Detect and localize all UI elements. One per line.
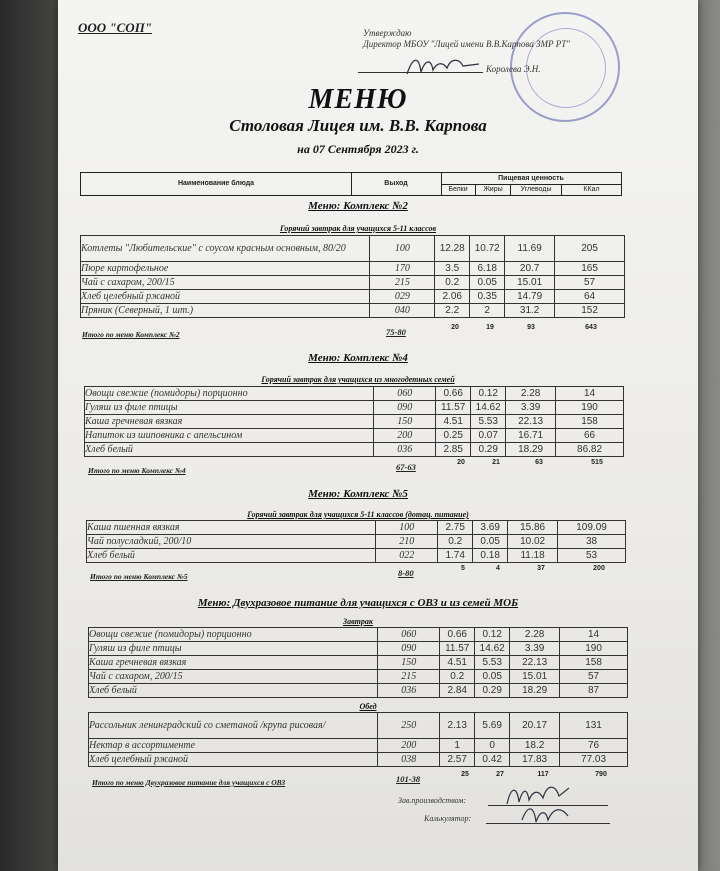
- dish-carbs: 18.2: [510, 739, 560, 753]
- dish-name: Напиток из шиповника с апельсином: [85, 429, 374, 443]
- total-output-complex-5: 8-80: [398, 568, 414, 578]
- total-protein: 25: [461, 771, 469, 778]
- dish-output: 060: [378, 628, 440, 642]
- dish-fat: 5.53: [471, 415, 506, 429]
- table-row: [81, 262, 625, 276]
- dish-kcal: 190: [556, 401, 624, 415]
- dish-protein: 2.85: [436, 443, 471, 457]
- dish-fat: 0.18: [473, 549, 508, 563]
- dish-name: Пряник (Северный, 1 шт.): [81, 304, 370, 318]
- approval-position: Директор МБОУ "Лицей имени В.В.Карпова ЗМР РТ": [363, 39, 570, 49]
- dish-kcal: 14: [556, 387, 624, 401]
- dish-output: 036: [378, 684, 440, 698]
- dish-carbs: 14.79: [505, 290, 555, 304]
- dish-output: 150: [374, 415, 436, 429]
- dish-carbs: 20.7: [505, 262, 555, 276]
- table-complex-2: [80, 235, 625, 318]
- dish-kcal: 87: [560, 684, 628, 698]
- dish-kcal: 57: [555, 276, 625, 290]
- dish-protein: 2.84: [440, 684, 475, 698]
- dish-kcal: 76: [560, 739, 628, 753]
- table-row: [85, 429, 624, 443]
- dish-carbs: 2.28: [510, 628, 560, 642]
- dish-fat: 10.72: [470, 236, 505, 262]
- dish-output: 090: [374, 401, 436, 415]
- canteen-name: Столовая Лицея им. В.В. Карпова: [229, 116, 487, 135]
- section-subtitle-complex-2: Горячий завтрак для учащихся 5-11 классов: [279, 224, 437, 233]
- dish-name: Хлеб целебный ржаной: [81, 290, 370, 304]
- dish-carbs: 3.39: [506, 401, 556, 415]
- total-kcal: 643: [585, 324, 597, 331]
- dish-output: 040: [370, 304, 435, 318]
- dish-output: 036: [374, 443, 436, 457]
- dish-kcal: 57: [560, 670, 628, 684]
- total-fat: 4: [496, 565, 500, 572]
- table-row: [89, 684, 628, 698]
- dish-carbs: 15.86: [508, 521, 558, 535]
- dish-name: Чай полусладкий, 200/10: [87, 535, 376, 549]
- dish-name: Нектар в ассортименте: [89, 739, 378, 753]
- signature-line: [358, 72, 483, 73]
- dish-kcal: 190: [560, 642, 628, 656]
- table-row: [87, 549, 626, 563]
- dish-fat: 2: [470, 304, 505, 318]
- dish-carbs: 11.69: [505, 236, 555, 262]
- table-row: [85, 415, 624, 429]
- menu-date: на 07 Сентября 2023 г.: [297, 142, 419, 156]
- dish-protein: 0.2: [435, 276, 470, 290]
- dish-protein: 2.57: [440, 753, 475, 767]
- dish-kcal: 86.82: [556, 443, 624, 457]
- dish-name: Рассольник ленинградский со сметаной /крупа рисовая/: [89, 713, 378, 739]
- dish-protein: 4.51: [436, 415, 471, 429]
- dish-output: 090: [378, 642, 440, 656]
- dish-output: 022: [376, 549, 438, 563]
- section-subtitle-complex-5: Горячий завтрак для учащихся 5-11 классов (дотац. питание): [247, 510, 469, 519]
- dish-name: Пюре картофельное: [81, 262, 370, 276]
- dish-protein: 12.28: [435, 236, 470, 262]
- dish-fat: 0.05: [470, 276, 505, 290]
- total-protein: 20: [451, 324, 459, 331]
- dish-name: Каша пшенная вязкая: [87, 521, 376, 535]
- dish-kcal: 131: [560, 713, 628, 739]
- dish-fat: 0.29: [475, 684, 510, 698]
- total-fat: 27: [496, 771, 504, 778]
- table-complex-5: [86, 520, 626, 563]
- dish-fat: 0.12: [471, 387, 506, 401]
- dish-name: Котлеты "Любительские" с соусом красным основным, 80/20: [81, 236, 370, 262]
- dish-carbs: 18.29: [506, 443, 556, 457]
- dish-name: Овощи свежие (помидоры) порционно: [85, 387, 374, 401]
- header-carbs: Углеводы: [511, 185, 562, 195]
- dish-protein: 0.2: [440, 670, 475, 684]
- dish-protein: 0.66: [436, 387, 471, 401]
- header-kcal: ККал: [583, 186, 600, 193]
- section-subtitle-complex-4: Горячий завтрак для учащихся из многодетных семей: [261, 375, 455, 384]
- dish-output: 210: [376, 535, 438, 549]
- dish-fat: 0.07: [471, 429, 506, 443]
- total-label-two-meal: Итого по меню Двухразовое питание для учащихся с ОВЗ: [92, 778, 286, 787]
- dish-kcal: 64: [555, 290, 625, 304]
- dish-protein: 0.25: [436, 429, 471, 443]
- dish-carbs: 20.17: [510, 713, 560, 739]
- dish-protein: 11.57: [436, 401, 471, 415]
- dish-name: Чай с сахаром, 200/15: [89, 670, 378, 684]
- table-row: [89, 713, 628, 739]
- dish-name: Гуляш из филе птицы: [89, 642, 378, 656]
- dish-protein: 1.74: [438, 549, 473, 563]
- table-row: [89, 656, 628, 670]
- total-label-complex-4: Итого по меню Комплекс №4: [88, 466, 186, 475]
- organization-name: ООО "СОП": [78, 20, 153, 35]
- table-row: [87, 535, 626, 549]
- dish-name: Хлеб целебный ржаной: [89, 753, 378, 767]
- dish-output: 100: [376, 521, 438, 535]
- dish-output: 060: [374, 387, 436, 401]
- dish-protein: 2.06: [435, 290, 470, 304]
- breakfast-label: Завтрак: [343, 617, 373, 626]
- dish-carbs: 11.18: [508, 549, 558, 563]
- dish-kcal: 109.09: [558, 521, 626, 535]
- table-row: [89, 642, 628, 656]
- dish-fat: 0: [475, 739, 510, 753]
- total-protein: 20: [457, 459, 465, 466]
- total-kcal: 515: [591, 459, 603, 466]
- dish-carbs: 16.71: [506, 429, 556, 443]
- dish-output: 250: [378, 713, 440, 739]
- dish-name: Каша гречневая вязкая: [85, 415, 374, 429]
- dish-carbs: 18.29: [510, 684, 560, 698]
- page-title: МЕНЮ: [308, 84, 408, 115]
- dish-name: Хлеб белый: [85, 443, 374, 457]
- section-title-complex-4: Меню: Комплекс №4: [308, 352, 408, 364]
- director-signature: [403, 52, 483, 80]
- dish-output: 200: [374, 429, 436, 443]
- section-title-complex-5: Меню: Комплекс №5: [308, 488, 408, 500]
- header-fat: Жиры: [476, 185, 511, 195]
- dish-fat: 3.69: [473, 521, 508, 535]
- dish-kcal: 152: [555, 304, 625, 318]
- dish-output: 170: [370, 262, 435, 276]
- dish-carbs: 22.13: [506, 415, 556, 429]
- dish-kcal: 66: [556, 429, 624, 443]
- dish-kcal: 158: [560, 656, 628, 670]
- dish-protein: 2.2: [435, 304, 470, 318]
- dish-protein: 3.5: [435, 262, 470, 276]
- section-title-complex-2: Меню: Комплекс №2: [308, 200, 408, 212]
- total-output-two-meal: 101-38: [396, 774, 421, 784]
- total-label-complex-2: Итого по меню Комплекс №2: [82, 330, 180, 339]
- dish-output: 215: [370, 276, 435, 290]
- dish-carbs: 15.01: [505, 276, 555, 290]
- dish-kcal: 38: [558, 535, 626, 549]
- total-fat: 19: [486, 324, 494, 331]
- total-output-complex-2: 75-80: [386, 327, 406, 337]
- total-carbs: 37: [537, 565, 545, 572]
- total-carbs: 63: [535, 459, 543, 466]
- table-row: [81, 236, 625, 262]
- section-title-two-meal: Меню: Двухразовое питание для учащихся с ОВЗ и из семей МОБ: [197, 597, 519, 609]
- table-row: [85, 443, 624, 457]
- dish-kcal: 77.03: [560, 753, 628, 767]
- dish-fat: 5.53: [475, 656, 510, 670]
- dish-protein: 0.66: [440, 628, 475, 642]
- dish-fat: 0.35: [470, 290, 505, 304]
- dish-kcal: 205: [555, 236, 625, 262]
- total-output-complex-4: 67-63: [396, 462, 416, 472]
- lunch-label: Обед: [359, 702, 377, 711]
- dish-fat: 0.12: [475, 628, 510, 642]
- dish-carbs: 17.83: [510, 753, 560, 767]
- director-name: Королева Э.Н.: [486, 64, 541, 74]
- dish-fat: 14.62: [471, 401, 506, 415]
- table-row: [81, 276, 625, 290]
- dish-fat: 0.29: [471, 443, 506, 457]
- total-kcal: 790: [595, 771, 607, 778]
- dish-output: 038: [378, 753, 440, 767]
- table-row: [87, 521, 626, 535]
- table-two-meal-lunch: [88, 712, 628, 767]
- calculator-signature: [518, 800, 578, 830]
- total-kcal: 200: [593, 565, 605, 572]
- header-nutrition: Пищевая ценность: [441, 173, 621, 185]
- total-label-complex-5: Итого по меню Комплекс №5: [90, 572, 188, 581]
- table-two-meal-breakfast: [88, 627, 628, 698]
- dish-carbs: 31.2: [505, 304, 555, 318]
- dish-protein: 4.51: [440, 656, 475, 670]
- dish-protein: 1: [440, 739, 475, 753]
- dish-output: 029: [370, 290, 435, 304]
- dish-protein: 0.2: [438, 535, 473, 549]
- dish-kcal: 165: [555, 262, 625, 276]
- dish-carbs: 15.01: [510, 670, 560, 684]
- table-row: [81, 304, 625, 318]
- total-carbs: 117: [537, 771, 549, 778]
- dish-output: 215: [378, 670, 440, 684]
- approval-block: [363, 28, 593, 50]
- dish-fat: 5.69: [475, 713, 510, 739]
- dish-name: Каша гречневая вязкая: [89, 656, 378, 670]
- table-row: [89, 628, 628, 642]
- dish-fat: 14.62: [475, 642, 510, 656]
- menu-document: [58, 0, 698, 871]
- header-protein: Белки: [441, 185, 476, 195]
- dish-name: Хлеб белый: [89, 684, 378, 698]
- approval-label: Утверждаю: [363, 28, 412, 38]
- dish-name: Овощи свежие (помидоры) порционно: [89, 628, 378, 642]
- manager-label: Зав.производством:: [398, 796, 467, 805]
- dish-kcal: 14: [560, 628, 628, 642]
- dish-carbs: 10.02: [508, 535, 558, 549]
- dish-protein: 2.75: [438, 521, 473, 535]
- dish-name: Гуляш из филе птицы: [85, 401, 374, 415]
- dish-output: 100: [370, 236, 435, 262]
- dish-kcal: 158: [556, 415, 624, 429]
- total-fat: 21: [492, 459, 500, 466]
- dish-name: Хлеб белый: [87, 549, 376, 563]
- total-protein: 5: [461, 565, 465, 572]
- table-row: [89, 670, 628, 684]
- dish-kcal: 53: [558, 549, 626, 563]
- dish-carbs: 3.39: [510, 642, 560, 656]
- dish-carbs: 22.13: [510, 656, 560, 670]
- dish-protein: 2.13: [440, 713, 475, 739]
- table-row: [81, 290, 625, 304]
- dish-fat: 0.05: [475, 670, 510, 684]
- dish-protein: 11.57: [440, 642, 475, 656]
- dish-fat: 6.18: [470, 262, 505, 276]
- dish-fat: 0.42: [475, 753, 510, 767]
- table-row: [85, 387, 624, 401]
- table-row: [89, 753, 628, 767]
- dish-fat: 0.05: [473, 535, 508, 549]
- table-header: [80, 172, 622, 196]
- table-row: [89, 739, 628, 753]
- dish-name: Чай с сахаром, 200/15: [81, 276, 370, 290]
- header-output: Выход: [351, 173, 442, 195]
- total-carbs: 93: [527, 324, 535, 331]
- table-row: [85, 401, 624, 415]
- dish-output: 200: [378, 739, 440, 753]
- dish-output: 150: [378, 656, 440, 670]
- calculator-label: Калькулятор:: [424, 814, 472, 823]
- dish-carbs: 2.28: [506, 387, 556, 401]
- header-dish: Наименование блюда: [81, 173, 352, 195]
- table-complex-4: [84, 386, 624, 457]
